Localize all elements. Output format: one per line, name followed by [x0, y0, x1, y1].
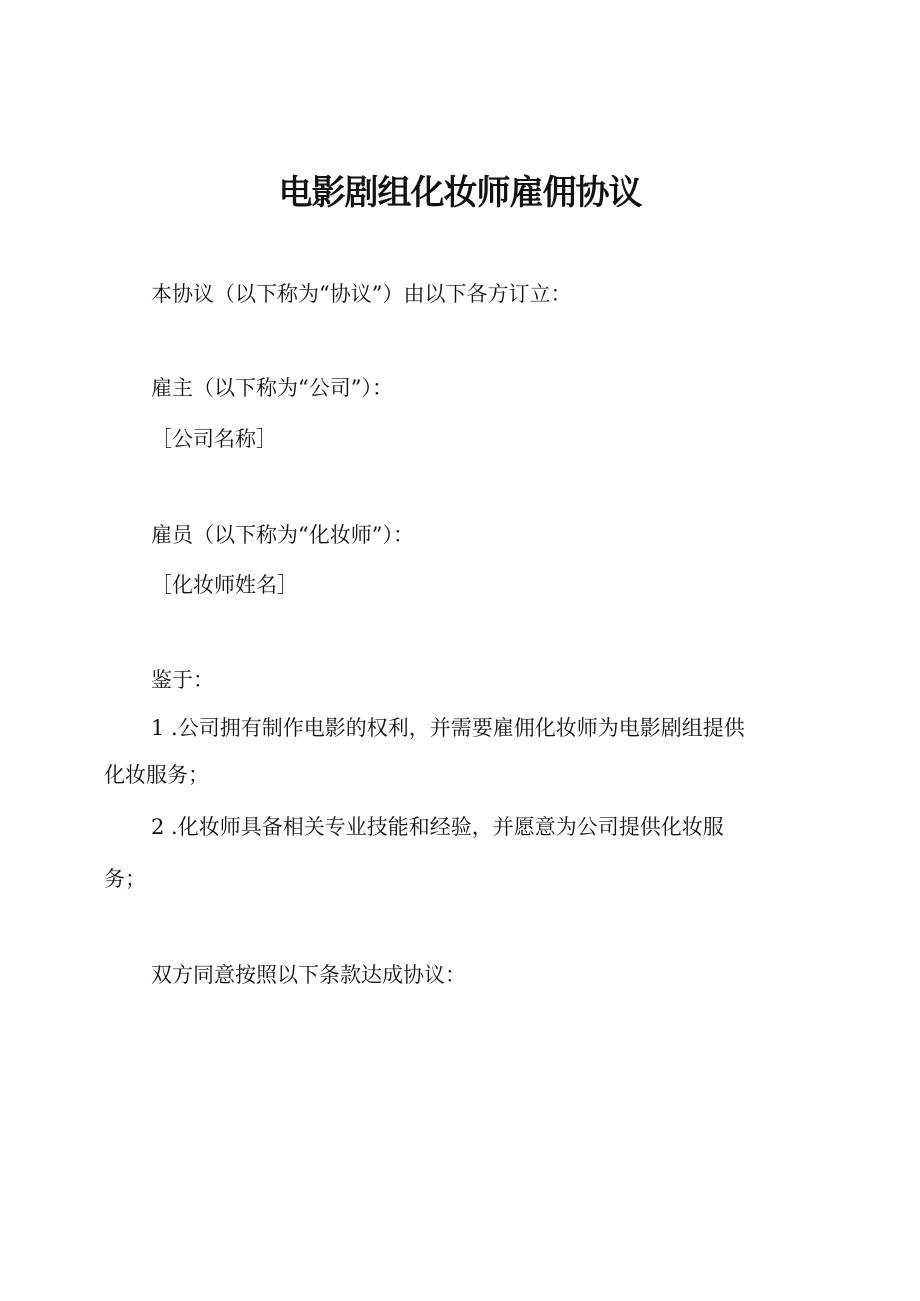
company-name-placeholder: ［公司名称］ [151, 427, 277, 451]
whereas-item-1-line-2: 化妆服务； [104, 763, 209, 787]
intro-paragraph: 本协议（以下称为“协议”）由以下各方订立： [151, 282, 572, 306]
document-title: 电影剧组化妆师雇佣协议 [278, 173, 642, 213]
whereas-item-2-line-2: 务； [104, 867, 146, 891]
agreement-paragraph: 双方同意按照以下条款达成协议： [151, 963, 466, 987]
whereas-item-2-line-1: 2 .化妆师具备相关专业技能和经验，并愿意为公司提供化妆服 [151, 815, 724, 839]
makeup-artist-name-placeholder: ［化妆师姓名］ [151, 573, 298, 597]
employee-label: 雇员（以下称为“化妆师”）： [151, 523, 414, 547]
whereas-item-1-line-1: 1 .公司拥有制作电影的权利，并需要雇佣化妆师为电影剧组提供 [151, 716, 745, 740]
whereas-label: 鉴于： [151, 668, 214, 692]
employer-label: 雇主（以下称为“公司”）： [151, 376, 393, 400]
